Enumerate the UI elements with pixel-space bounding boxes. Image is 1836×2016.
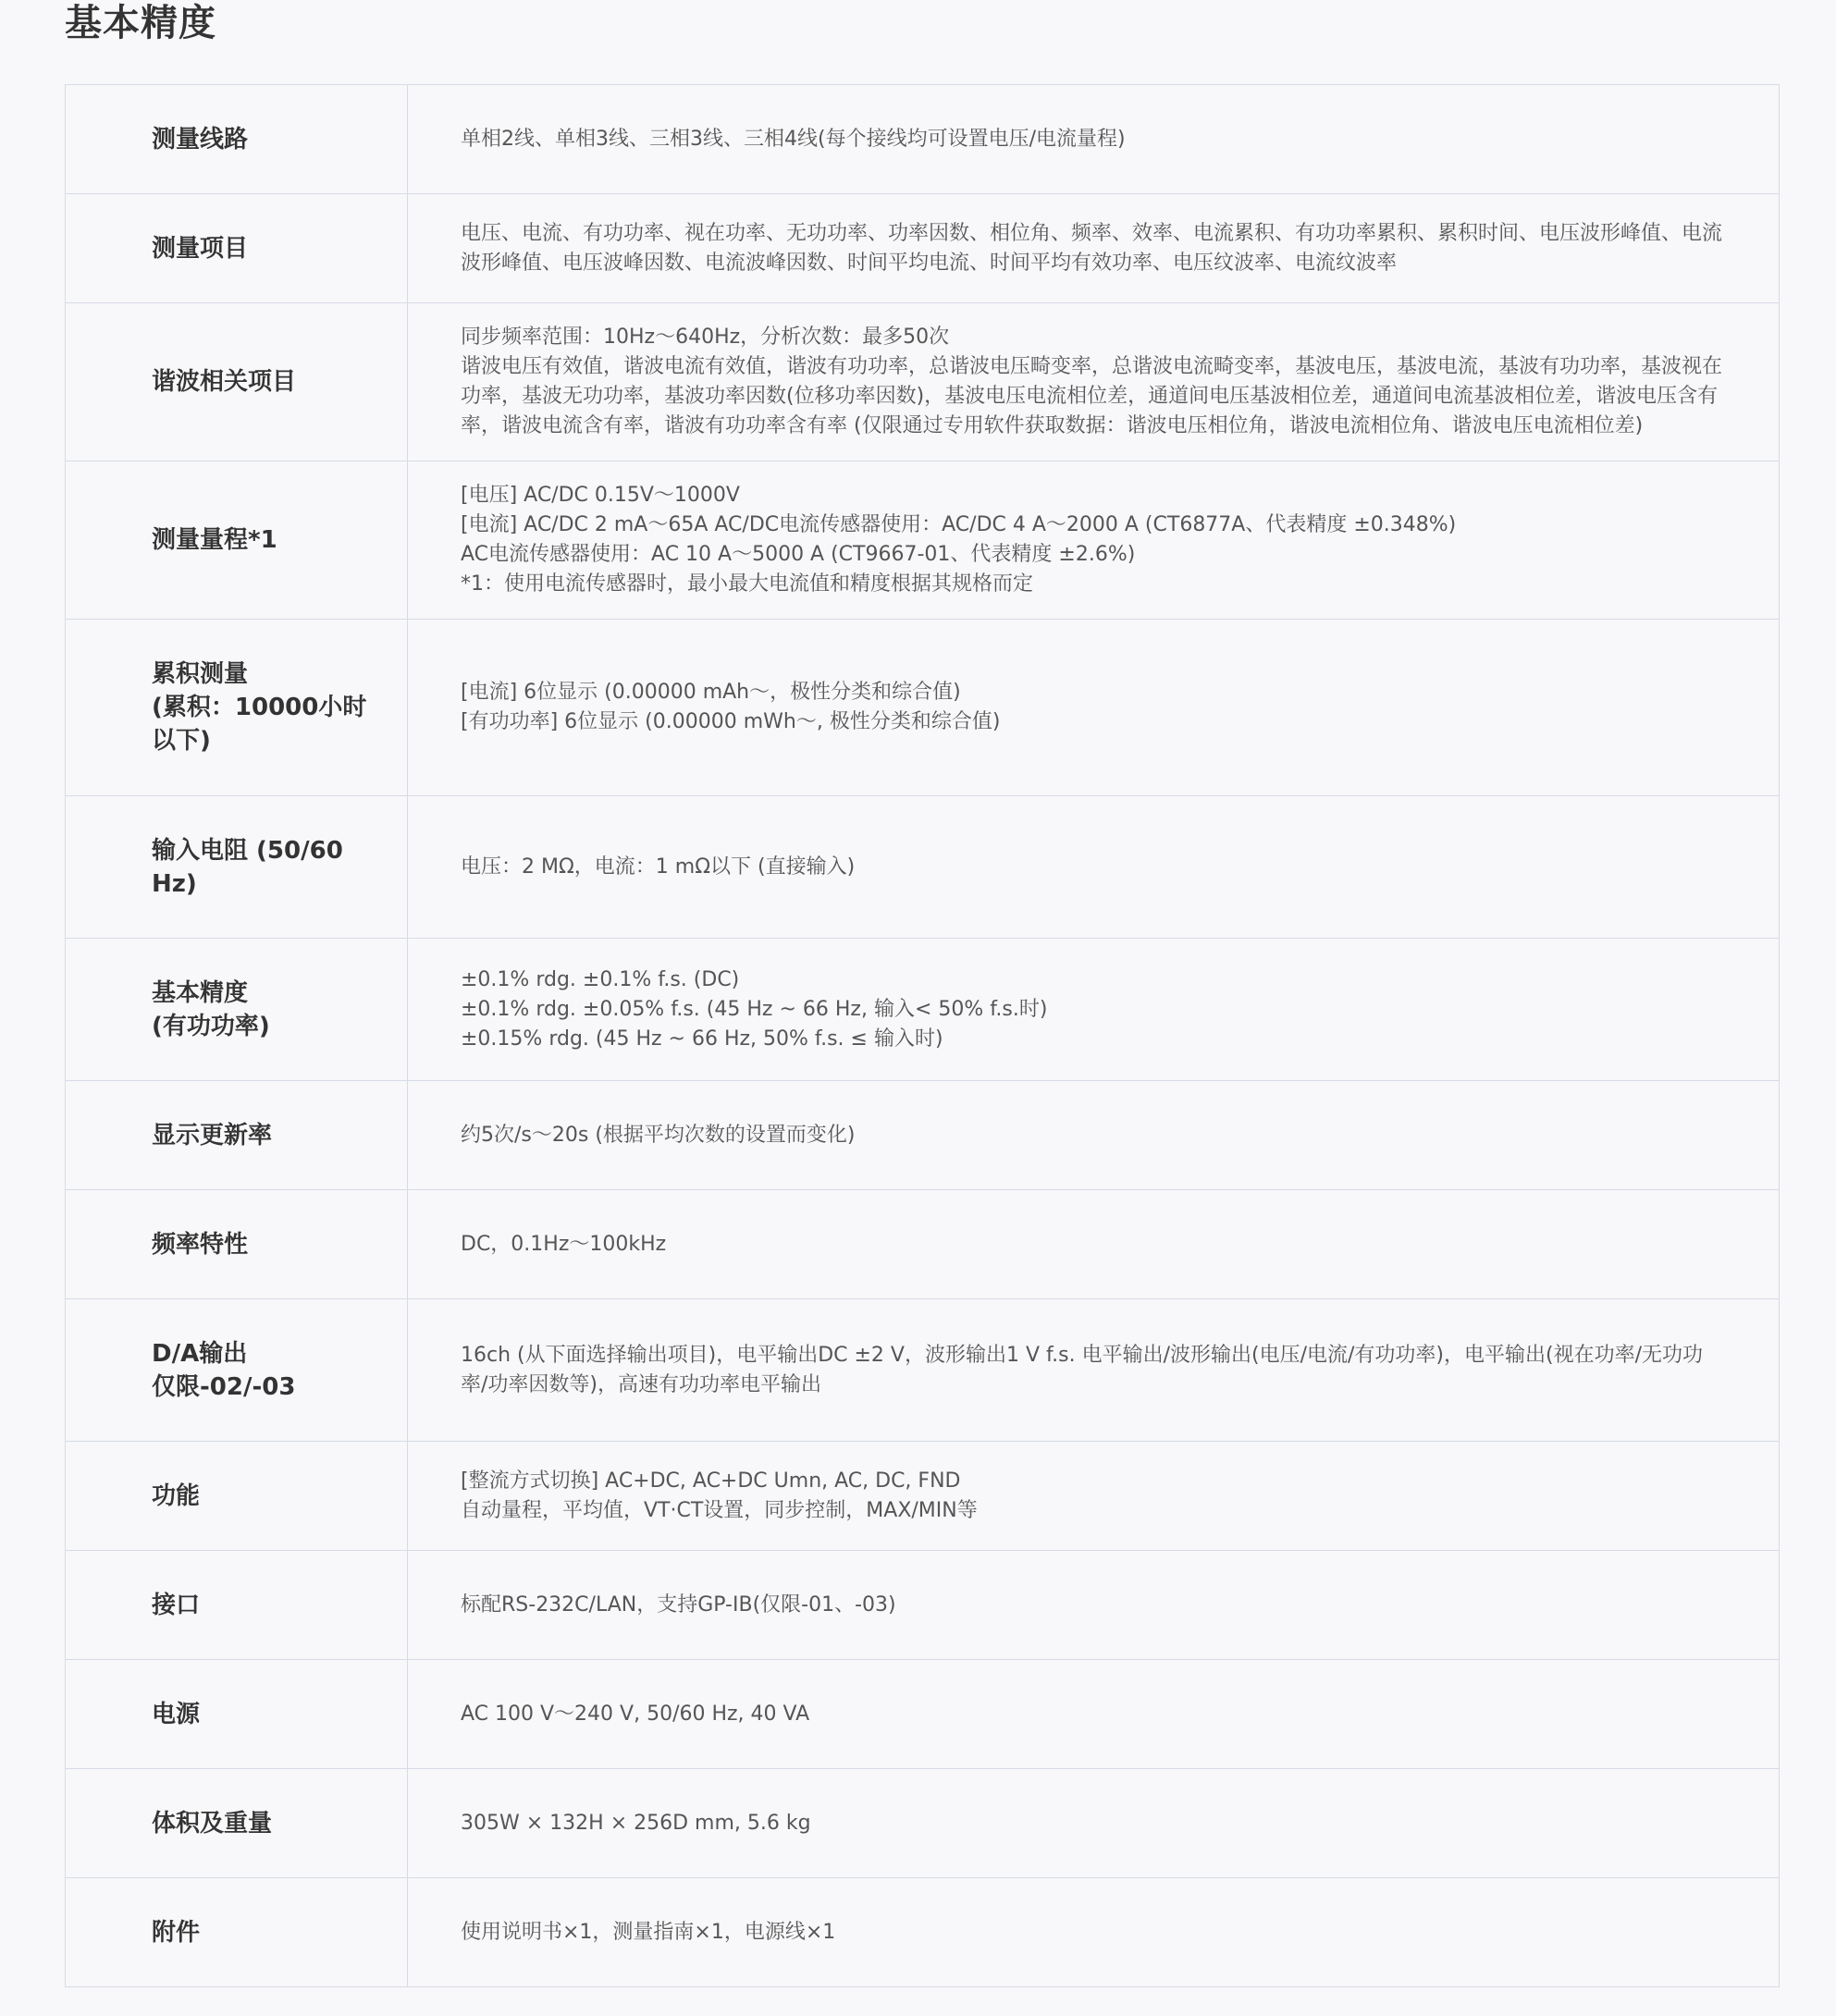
spec-label-text: 体积及重量 <box>152 1809 273 1838</box>
spec-label-text: D/A输出 <box>152 1339 248 1368</box>
spec-label-text: 测量量程*1 <box>152 526 277 554</box>
table-row <box>66 939 1780 1081</box>
table-row <box>66 796 1780 939</box>
spec-label <box>66 303 408 461</box>
spec-label <box>66 939 408 1081</box>
spec-label-text: (有功功率) <box>152 1012 270 1040</box>
spec-value-text: 约5次/s～20s (根据平均次数的设置而变化) <box>461 1123 856 1147</box>
spec-label <box>66 461 408 620</box>
spec-value-text: AC 100 V～240 V, 50/60 Hz, 40 VA <box>461 1702 810 1726</box>
spec-value-text: 同步频率范围：10Hz～640Hz，分析次数：最多50次 <box>461 326 950 349</box>
spec-value-text: DC，0.1Hz～100kHz <box>461 1232 667 1256</box>
spec-value <box>408 1299 1780 1442</box>
spec-label <box>66 1299 408 1442</box>
spec-value-text: [电压] AC/DC 0.15V～1000V <box>461 484 740 507</box>
spec-value-text: [整流方式切换] AC+DC, AC+DC Umn, AC, DC, FND <box>461 1469 961 1493</box>
spec-label-text: 频率特性 <box>152 1230 249 1259</box>
spec-label-text: 仅限-02/-03 <box>152 1372 296 1401</box>
spec-label <box>66 1190 408 1299</box>
spec-label <box>66 85 408 194</box>
spec-value-text: 电压、电流、有功功率、视在功率、无功功率、功率因数、相位角、频率、效率、电流累积、有功功率累积、累积时间、电压波形峰值、电流波形峰值、电压波峰因数、电流波峰因数、时间平均电流、时间平均有效功率、电压纹波率、电流纹波率 <box>461 221 1723 275</box>
spec-value <box>408 461 1780 620</box>
table-row <box>66 620 1780 796</box>
spec-value <box>408 620 1780 796</box>
spec-value <box>408 1081 1780 1190</box>
spec-value <box>408 303 1780 461</box>
table-row <box>66 85 1780 194</box>
spec-value <box>408 1190 1780 1299</box>
spec-value-text: ±0.15% rdg. (45 Hz ~ 66 Hz, 50% f.s. ≤ 输入时) <box>461 1026 943 1051</box>
spec-value-text: [有功功率] 6位显示 (0.00000 mWh～, 极性分类和综合值) <box>461 710 1001 733</box>
spec-value <box>408 796 1780 939</box>
table-row <box>66 1442 1780 1551</box>
spec-value-text: 单相2线、单相3线、三相3线、三相4线(每个接线均可设置电压/电流量程) <box>461 127 1126 151</box>
spec-value-text: [电流] 6位显示 (0.00000 mAh～，极性分类和综合值) <box>461 681 961 704</box>
spec-label <box>66 620 408 796</box>
spec-value <box>408 1769 1780 1878</box>
spec-label-text: (累积：10000小时以下) <box>152 694 367 755</box>
spec-label-text: 接口 <box>152 1591 201 1619</box>
spec-value <box>408 85 1780 194</box>
spec-label-text: 谐波相关项目 <box>152 368 297 396</box>
spec-label-text: 电源 <box>152 1700 201 1728</box>
spec-value-text: 电压：2 MΩ，电流：1 mΩ以下 (直接输入) <box>461 854 856 879</box>
spec-label-text: 显示更新率 <box>152 1121 273 1149</box>
table-row <box>66 1190 1780 1299</box>
spec-label-text: 输入电阻 (50/60 Hz) <box>152 836 343 898</box>
spec-value-text: 使用说明书×1，测量指南×1，电源线×1 <box>461 1920 836 1944</box>
spec-value-text: 自动量程，平均值，VT·CT设置，同步控制，MAX/MIN等 <box>461 1498 978 1522</box>
spec-label <box>66 1442 408 1551</box>
table-row <box>66 1081 1780 1190</box>
spec-label-text: 测量线路 <box>152 125 249 154</box>
spec-value-text: AC电流传感器使用：AC 10 A～5000 A (CT9667-01、代表精度 ±2.6%) <box>461 543 1136 566</box>
spec-value-text: 谐波电压有效值，谐波电流有效值，谐波有功功率，总谐波电压畸变率，总谐波电流畸变率，基波电压，基波电流，基波有功功率，基波视在功率，基波无功功率，基波功率因数(位移功率因数)，基波电压电流相位差，通道间电压基波相位差，通道间电流基波相位差，谐波电压含有率，谐波电流含有率，谐波有功功率含有率 (仅限通过专用软件获取数据：谐波电压相位角，谐波电流相位角、谐波电压电流相位差) <box>461 355 1723 437</box>
table-row <box>66 1299 1780 1442</box>
spec-value-text: 标配RS-232C/LAN，支持GP-IB(仅限-01、-03) <box>461 1592 896 1616</box>
table-row <box>66 194 1780 303</box>
spec-label <box>66 194 408 303</box>
spec-value-text: [电流] AC/DC 2 mA～65A AC/DC电流传感器使用：AC/DC 4 A～2000 A (CT6877A、代表精度 ±0.348%) <box>461 513 1457 536</box>
spec-label <box>66 1660 408 1769</box>
table-row <box>66 1878 1780 1987</box>
table-row <box>66 303 1780 461</box>
table-row <box>66 1551 1780 1660</box>
spec-value-text: 305W × 132H × 256D mm, 5.6 kg <box>461 1811 811 1835</box>
spec-value-text: ±0.1% rdg. ±0.05% f.s. (45 Hz ~ 66 Hz, 输入< 50% f.s.时) <box>461 997 1048 1021</box>
spec-label <box>66 1878 408 1987</box>
spec-label <box>66 1081 408 1190</box>
table-row <box>66 1660 1780 1769</box>
spec-value <box>408 1442 1780 1551</box>
spec-label-text: 累积测量 <box>152 660 249 688</box>
spec-label-text: 测量项目 <box>152 234 249 263</box>
page-title: 基本精度 <box>65 2 216 44</box>
spec-value <box>408 939 1780 1081</box>
table-row <box>66 461 1780 620</box>
spec-label-text: 功能 <box>152 1481 201 1510</box>
spec-value <box>408 1878 1780 1987</box>
spec-label <box>66 796 408 939</box>
spec-value <box>408 194 1780 303</box>
spec-label-text: 基本精度 <box>152 978 249 1007</box>
table-row <box>66 1769 1780 1878</box>
spec-value-text: ±0.1% rdg. ±0.1% f.s. (DC) <box>461 967 740 991</box>
spec-label-text: 附件 <box>152 1918 201 1947</box>
spec-value <box>408 1551 1780 1660</box>
spec-value-text: 16ch (从下面选择输出项目)，电平输出DC ±2 V，波形输出1 V f.s. 电平输出/波形输出(电压/电流/有功功率)，电平输出(视在功率/无功功率/功率因数等)，高速有功功率电平输出 <box>461 1343 1703 1396</box>
spec-table <box>65 84 1780 1987</box>
spec-label <box>66 1769 408 1878</box>
spec-value <box>408 1660 1780 1769</box>
spec-label <box>66 1551 408 1660</box>
spec-value-text: *1：使用电流传感器时，最小最大电流值和精度根据其规格而定 <box>461 572 1033 596</box>
